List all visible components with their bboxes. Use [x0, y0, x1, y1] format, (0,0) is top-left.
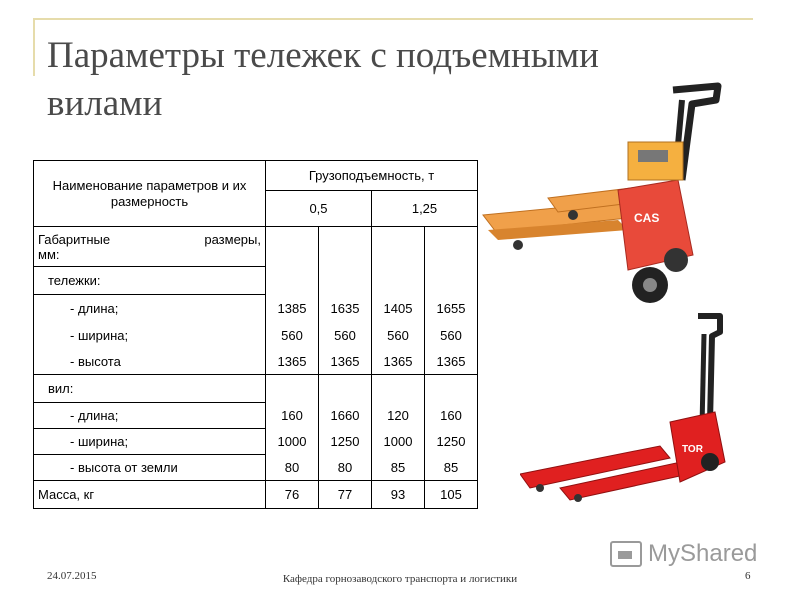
scale-pallet-truck-image	[478, 80, 728, 310]
row-label: - длина;	[34, 295, 266, 323]
cell-value: 1365	[425, 349, 478, 375]
row-label: Масса, кг	[34, 481, 266, 509]
row-label: - ширина;	[34, 429, 266, 455]
table-row	[34, 481, 478, 509]
cell-value: 1250	[425, 429, 478, 455]
cell-value: 1660	[319, 403, 372, 429]
cell-value: 93	[372, 481, 425, 509]
slide-title: Параметры тележек с подъемными вилами	[47, 35, 599, 124]
header-capacity-value: 1,25	[372, 191, 478, 227]
cell-value: 1000	[266, 429, 319, 455]
cell-value: 105	[425, 481, 478, 509]
scale-truck-brand: CAS	[634, 211, 660, 225]
cell-value: 160	[266, 403, 319, 429]
table-row	[34, 323, 478, 349]
footer-date: 24.07.2015	[47, 570, 97, 582]
cell-value: 560	[372, 323, 425, 349]
cell-value: 160	[425, 403, 478, 429]
frame-left-line	[33, 18, 35, 76]
watermark	[610, 540, 757, 568]
cell-value: 1655	[425, 295, 478, 323]
row-label: - ширина;	[34, 323, 266, 349]
cell-value: 80	[319, 455, 372, 481]
frame-top-line	[33, 18, 753, 20]
table-row	[34, 349, 478, 375]
row-label: - высота	[34, 349, 266, 375]
header-parameter-name: Наименование параметров и их размерность	[34, 161, 266, 227]
cell-value: 85	[372, 455, 425, 481]
dimensions-label-right: размеры,	[204, 231, 261, 247]
parameters-table	[33, 160, 478, 509]
cell-value: 560	[266, 323, 319, 349]
cell-value: 1365	[266, 349, 319, 375]
footer-page-number: 6	[745, 570, 751, 582]
red-pallet-truck-image	[520, 312, 750, 502]
table-row	[34, 429, 478, 455]
table-row	[34, 403, 478, 429]
cell-value: 1635	[319, 295, 372, 323]
header-capacity-value: 0,5	[266, 191, 372, 227]
cell-value: 560	[319, 323, 372, 349]
table-row	[34, 455, 478, 481]
row-label: - высота от земли	[34, 455, 266, 481]
cell-value: 1365	[319, 349, 372, 375]
table-row	[34, 295, 478, 323]
cell-value: 85	[425, 455, 478, 481]
cell-value: 120	[372, 403, 425, 429]
row-fork-label: вил:	[34, 375, 266, 403]
dimensions-unit: мм:	[38, 246, 60, 262]
row-trolley-label: тележки:	[34, 267, 266, 295]
presentation-icon	[610, 541, 642, 567]
header-capacity: Грузоподъемность, т	[266, 161, 478, 191]
cell-value: 1000	[372, 429, 425, 455]
cell-value: 1405	[372, 295, 425, 323]
cell-value: 80	[266, 455, 319, 481]
cell-value: 560	[425, 323, 478, 349]
dimensions-label-left: Габаритные	[38, 231, 111, 247]
cell-value: 1250	[319, 429, 372, 455]
watermark-text: MyShared	[648, 540, 758, 567]
cell-value: 77	[319, 481, 372, 509]
cell-value: 76	[266, 481, 319, 509]
cell-value: 1385	[266, 295, 319, 323]
row-label: - длина;	[34, 403, 266, 429]
cell-value: 1365	[372, 349, 425, 375]
row-dimensions-label	[34, 227, 266, 267]
red-truck-brand: TOR	[682, 444, 703, 455]
footer-department: Кафедра горнозаводского транспорта и логистики	[282, 573, 518, 585]
